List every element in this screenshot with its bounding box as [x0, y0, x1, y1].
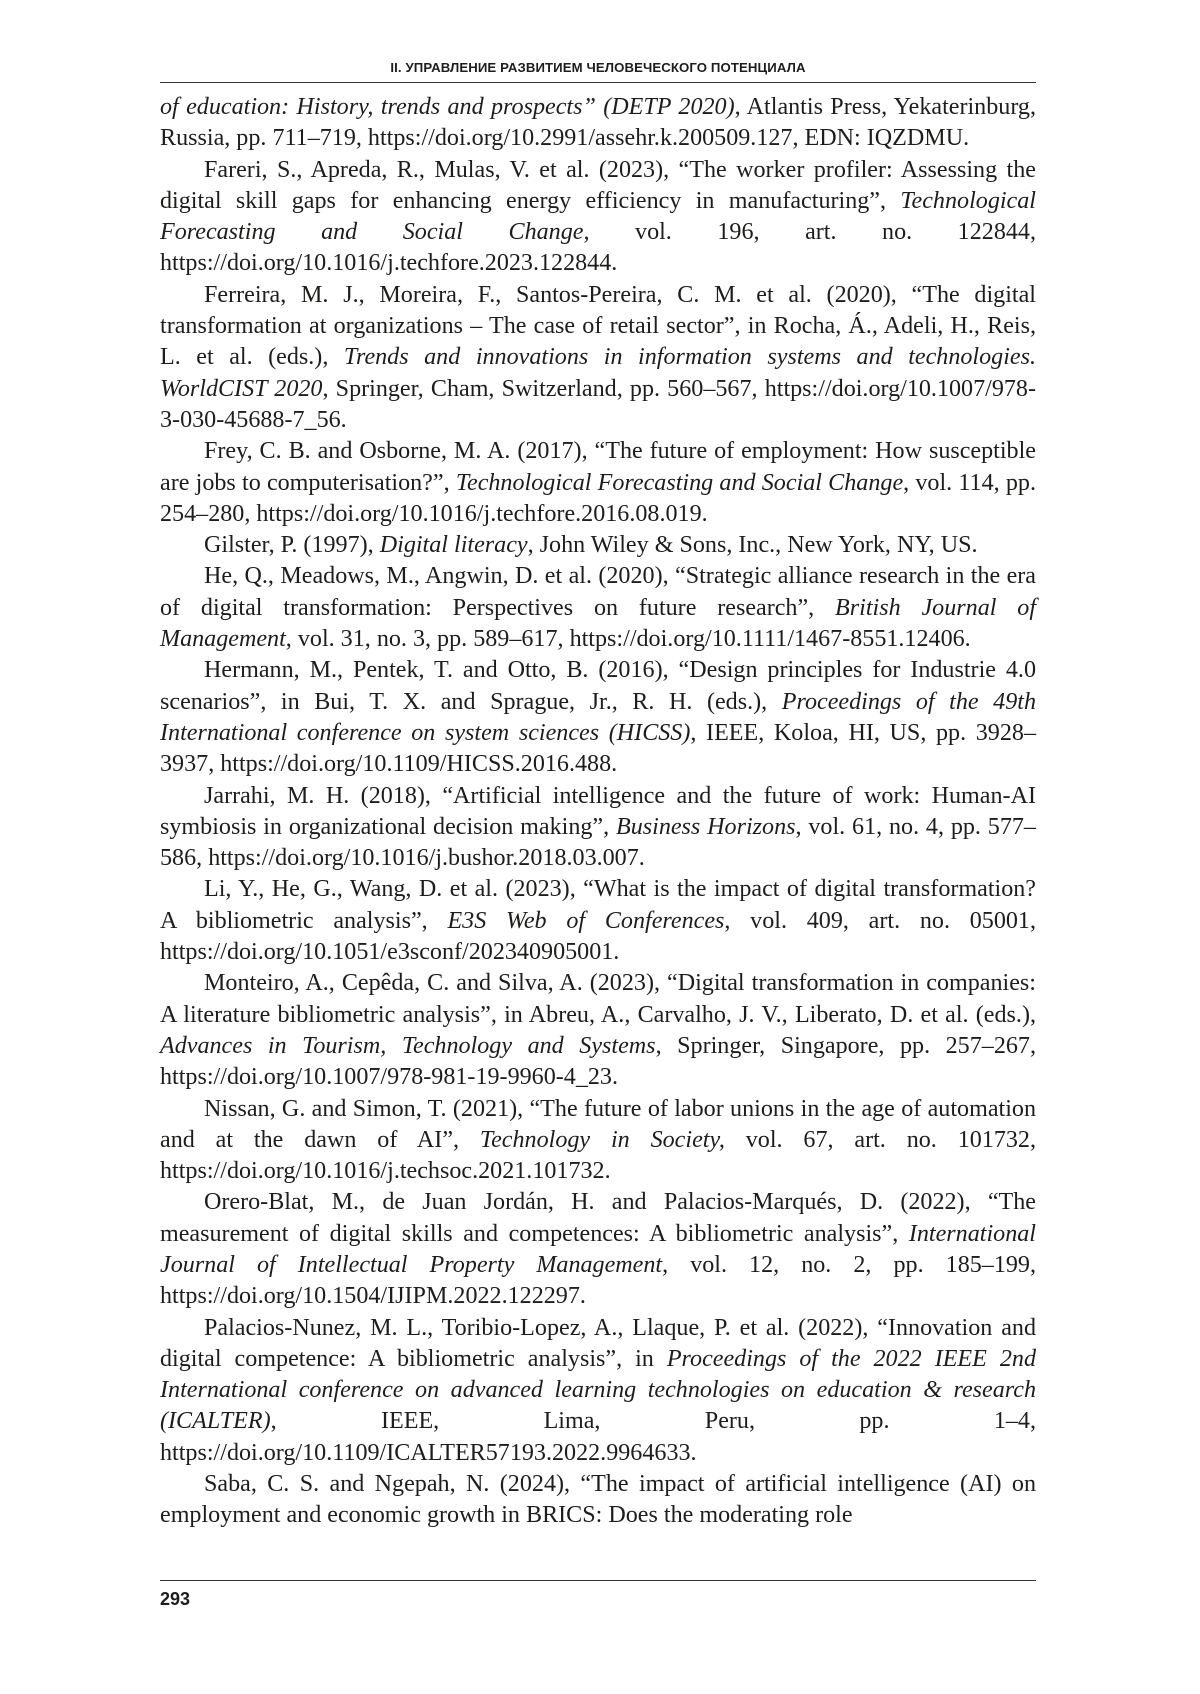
reference-text: , vol. 61, no. 4, pp. 577–586, https://doi.org/10.1016/j.bushor.2018.03.007.: [160, 813, 1036, 872]
reference-text: Orero-Blat, M., de Juan Jordán, H. and Palacios-Marqués, D. (2022), “The measurement of digital skills and competences: A bibliometric analysis”,: [160, 1189, 1036, 1247]
reference-text: , vol. 409, art. no. 05001, https://doi.org/10.1051/e3sconf/202340905001.: [160, 907, 1036, 966]
reference-title-italic: Technological Forecasting and Social Change,: [160, 187, 1036, 246]
reference-text: , John Wiley & Sons, Inc., New York, NY, US.: [527, 532, 978, 559]
reference-title-italic: Proceedings of the 49th International conference on system sciences (HICSS): [160, 688, 1037, 746]
reference-entry: [160, 1187, 1036, 1312]
reference-title-italic: Trends and innovations in information systems and technologies. WorldCIST 2020: [160, 344, 1036, 402]
reference-text: , IEEE, Lima, Peru, pp. 1–4, https://doi.org/10.1109/ICALTER57193.2022.9964633.: [160, 1408, 1036, 1466]
reference-entry: [160, 561, 1036, 655]
reference-entry: [160, 1313, 1036, 1469]
reference-text: Li, Y., He, G., Wang, D. et al. (2023), “What is the impact of digital transformation? A bibliometric analysis”,: [160, 876, 1036, 934]
reference-text: , Springer, Singapore, pp. 257–267, https://doi.org/10.1007/978-981-19-9960-4_23.: [160, 1032, 1036, 1091]
reference-title-italic: Technology in Society,: [479, 1126, 725, 1153]
reference-text: Nissan, G. and Simon, T. (2021), “The future of labor unions in the age of automation and at the dawn of AI”,: [160, 1095, 1036, 1153]
reference-list: [160, 92, 1036, 1532]
reference-text: He, Q., Meadows, M., Angwin, D. et al. (2020), “Strategic alliance research in the era of digital transformation: Perspectives on future research”,: [160, 563, 1036, 621]
reference-title-italic: Business Horizons: [615, 813, 796, 840]
reference-title-italic: Digital literacy: [379, 532, 528, 559]
page-footer: [160, 1580, 1036, 1610]
reference-entry: [160, 1094, 1036, 1188]
reference-entry: [160, 655, 1036, 780]
reference-title-italic: E3S Web of Conferences: [447, 907, 725, 934]
reference-text: Frey, C. B. and Osborne, M. A. (2017), “The future of employment: How susceptible are jobs to computerisation?”,: [160, 438, 1036, 496]
reference-text: vol. 196, art. no. 122844, https://doi.org/10.1016/j.techfore.2023.122844.: [160, 219, 1036, 277]
reference-text: Monteiro, A., Cepêda, C. and Silva, A. (2023), “Digital transformation in companies: A literature bibliometric analysis”, in Abreu, A., Carvalho, J. V., Liberato, D. et al. (eds.),: [160, 970, 1036, 1028]
reference-title-italic: International Journal of Intellectual Property Management: [160, 1220, 1036, 1278]
reference-text: , IEEE, Koloa, HI, US, pp. 3928–3937, https://doi.org/10.1109/HICSS.2016.488.: [160, 719, 1036, 778]
reference-entry: [160, 155, 1036, 280]
reference-text: , vol. 31, no. 3, pp. 589–617, https://doi.org/10.1111/1467-8551.12406.: [285, 626, 971, 653]
reference-entry: [160, 530, 1036, 561]
reference-entry: [160, 968, 1036, 1093]
reference-text: , vol. 114, pp. 254–280, https://doi.org/10.1016/j.techfore.2016.08.019.: [160, 469, 1036, 527]
reference-entry: [160, 92, 1036, 155]
running-head: II. УПРАВЛЕНИЕ РАЗВИТИЕМ ЧЕЛОВЕЧЕСКОГО ПОТЕНЦИАЛА: [160, 60, 1036, 83]
reference-text: Palacios-Nunez, M. L., Toribio-Lopez, A., Llaque, P. et al. (2022), “Innovation and digital competence: A bibliometric analysis”, in: [160, 1314, 1036, 1372]
reference-text: , Atlantis Press, Yekaterinburg, Russia, pp. 711–719, https://doi.org/10.2991/assehr.k.200509.127, EDN: IQZDMU.: [160, 94, 1036, 152]
reference-title-italic: Advances in Tourism, Technology and Systems: [160, 1032, 656, 1059]
reference-text: , vol. 12, no. 2, pp. 185–199, https://doi.org/10.1504/IJIPM.2022.122297.: [160, 1251, 1036, 1310]
reference-entry: [160, 874, 1036, 968]
reference-title-italic: Proceedings of the 2022 IEEE 2nd International conference on advanced learning technologies on education & research (ICALTER): [160, 1345, 1036, 1435]
reference-text: Fareri, S., Apreda, R., Mulas, V. et al. (2023), “The worker profiler: Assessing the digital skill gaps for enhancing energy efficiency in manufacturing”,: [160, 156, 1036, 214]
reference-text: Hermann, M., Pentek, T. and Otto, B. (2016), “Design principles for Industrie 4.0 scenarios”, in Bui, T. X. and Sprague, Jr., R. H. (eds.),: [160, 657, 1036, 715]
reference-text: Ferreira, M. J., Moreira, F., Santos-Pereira, C. M. et al. (2020), “The digital transformation at organizations – The case of retail sector”, in Rocha, Á., Adeli, H., Reis, L. et al. (eds.),: [160, 281, 1036, 371]
reference-title-italic: Technological Forecasting and Social Change: [455, 469, 904, 496]
page-body: [160, 60, 1036, 1532]
reference-entry: [160, 781, 1036, 875]
reference-title-italic: British Journal of Management: [160, 594, 1037, 653]
reference-text: , Springer, Cham, Switzerland, pp. 560–567, https://doi.org/10.1007/978-3-030-45688-7_56.: [160, 375, 1036, 433]
reference-entry: [160, 436, 1036, 530]
reference-entry: [160, 1469, 1036, 1532]
reference-text: Saba, C. S. and Ngepah, N. (2024), “The impact of artificial intelligence (AI) on employment and economic growth in BRICS: Does the moderating role: [160, 1471, 1036, 1529]
reference-text: Jarrahi, M. H. (2018), “Artificial intelligence and the future of work: Human-AI symbiosis in organizational decision making”,: [160, 782, 1036, 840]
reference-text: Gilster, P. (1997),: [204, 532, 380, 559]
reference-title-italic: of education: History, trends and prospects” (DETP 2020): [160, 94, 735, 120]
page-number: 293: [160, 1589, 191, 1609]
reference-text: vol. 67, art. no. 101732, https://doi.org/10.1016/j.techsoc.2021.101732.: [160, 1126, 1036, 1185]
reference-entry: [160, 280, 1036, 436]
